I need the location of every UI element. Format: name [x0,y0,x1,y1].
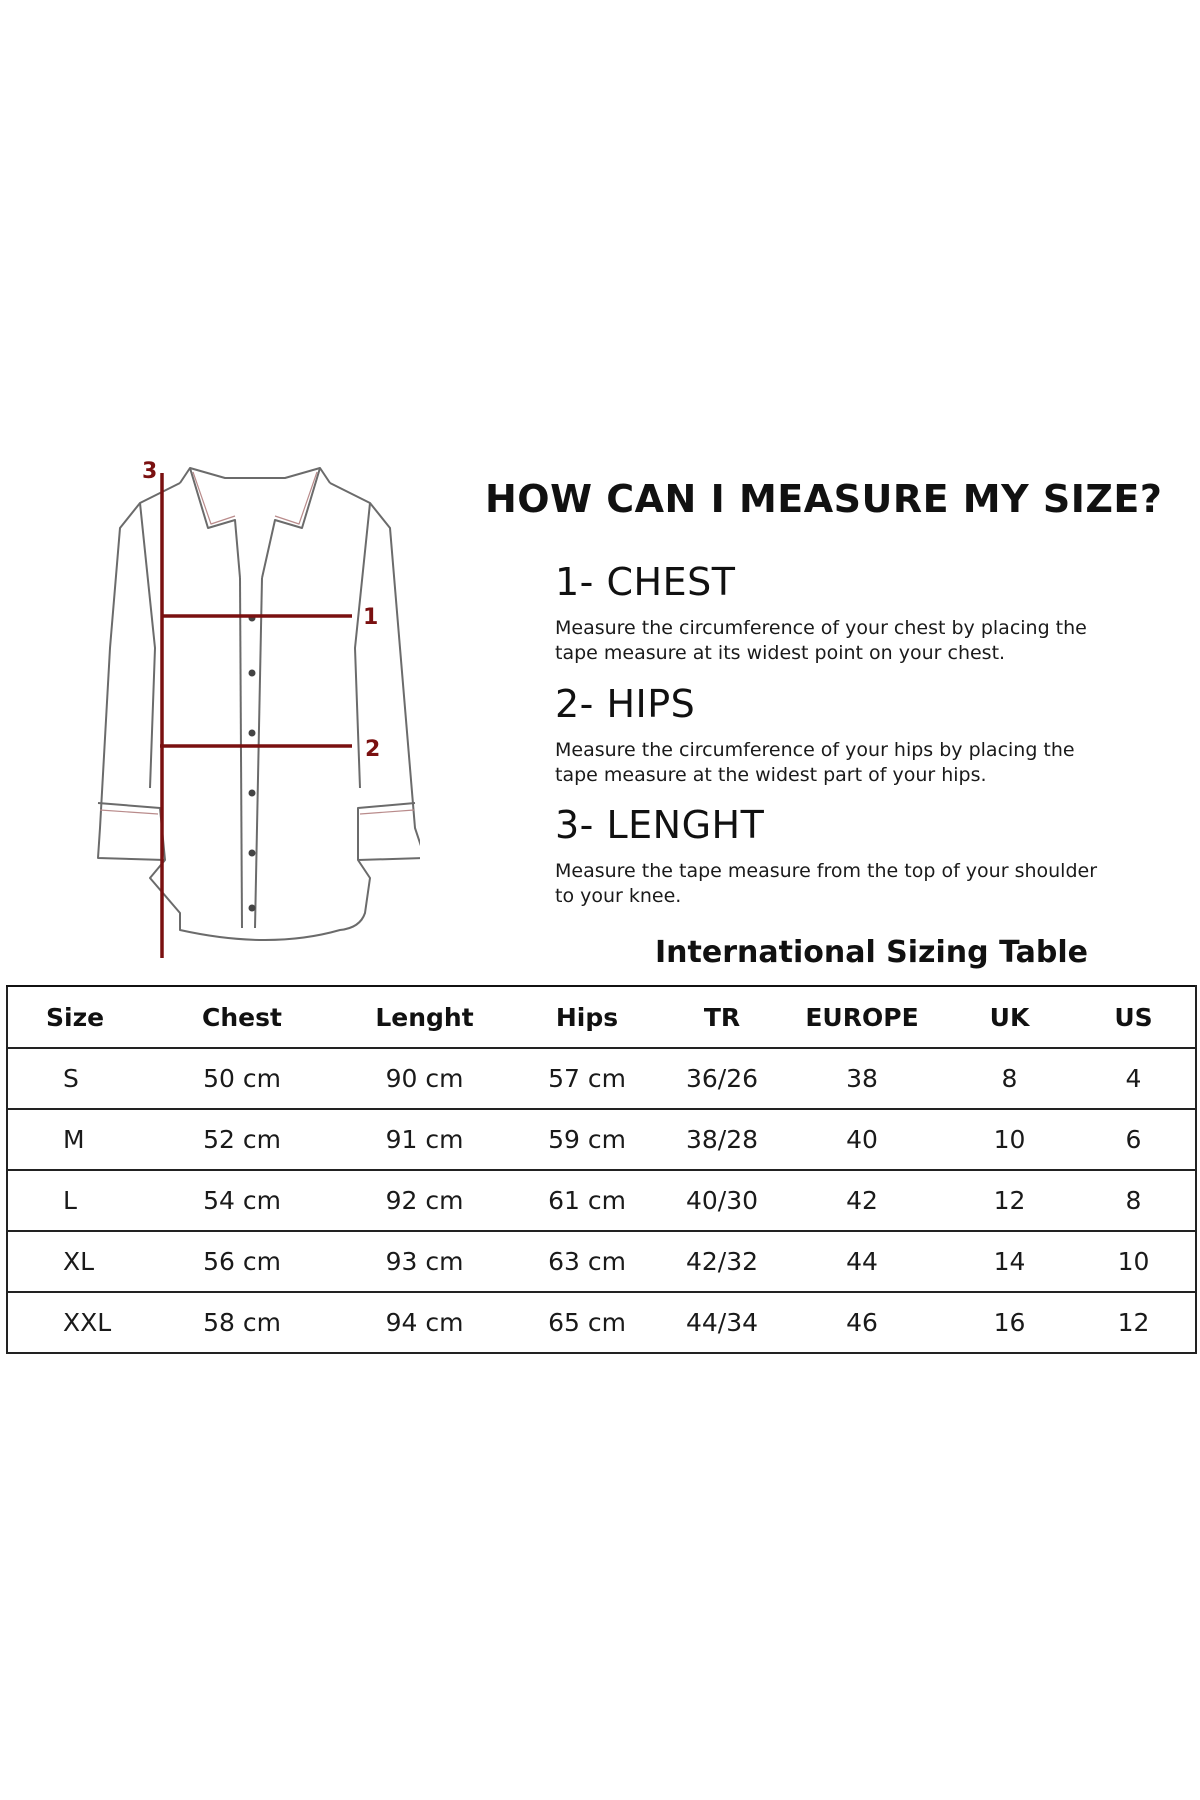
cell-uk: 10 [947,1109,1072,1170]
cell-europe: 38 [777,1048,947,1109]
cell-tr: 44/34 [667,1292,777,1353]
cell-length: 92 cm [342,1170,507,1231]
cell-tr: 36/26 [667,1048,777,1109]
cell-length: 91 cm [342,1109,507,1170]
cell-hips: 59 cm [507,1109,667,1170]
cell-chest: 54 cm [142,1170,342,1231]
table-row [7,1231,1196,1292]
cell-size: XL [7,1231,142,1292]
header-us: US [1072,986,1196,1048]
cell-chest: 52 cm [142,1109,342,1170]
cell-us: 6 [1072,1109,1196,1170]
header-hips: Hips [507,986,667,1048]
cell-hips: 61 cm [507,1170,667,1231]
chest-description: Measure the circumference of your chest by placing the tape measure at its widest point on your chest. [555,617,1087,664]
cell-europe: 46 [777,1292,947,1353]
chest-title: 1- CHEST [555,560,736,604]
cell-length: 90 cm [342,1048,507,1109]
cell-size: M [7,1109,142,1170]
sizing-table [6,985,1197,1354]
cell-europe: 44 [777,1231,947,1292]
cell-size: XXL [7,1292,142,1353]
header-tr: TR [667,986,777,1048]
header-uk: UK [947,986,1072,1048]
hips-section [555,682,1115,788]
marker-2-label: 2 [365,737,381,762]
cell-europe: 42 [777,1170,947,1231]
cell-tr: 40/30 [667,1170,777,1231]
sizing-table-title: International Sizing Table [655,935,1089,970]
cell-uk: 14 [947,1231,1072,1292]
cell-size: S [7,1048,142,1109]
cell-uk: 16 [947,1292,1072,1353]
cell-length: 93 cm [342,1231,507,1292]
table-row [7,1109,1196,1170]
cell-us: 10 [1072,1231,1196,1292]
hips-title: 2- HIPS [555,682,696,726]
header-length: Lenght [342,986,507,1048]
header-europe: EUROPE [777,986,947,1048]
cell-chest: 50 cm [142,1048,342,1109]
hips-description: Measure the circumference of your hips by placing the tape measure at the widest part of your hips. [555,739,1075,786]
length-section [555,803,1115,909]
cell-chest: 58 cm [142,1292,342,1353]
header-size: Size [7,986,142,1048]
table-header-row [7,986,1196,1048]
cell-us: 4 [1072,1048,1196,1109]
cell-uk: 8 [947,1048,1072,1109]
cell-tr: 38/28 [667,1109,777,1170]
table-row [7,1048,1196,1109]
header-chest: Chest [142,986,342,1048]
cell-europe: 40 [777,1109,947,1170]
cell-us: 8 [1072,1170,1196,1231]
page-title: HOW CAN I MEASURE MY SIZE? [485,477,1163,521]
length-title: 3- LENGHT [555,803,765,847]
cell-size: L [7,1170,142,1231]
length-description: Measure the tape measure from the top of your shoulder to your knee. [555,860,1098,907]
shirt-dress-illustration [80,458,420,978]
cell-uk: 12 [947,1170,1072,1231]
chest-section [555,560,1115,666]
cell-us: 12 [1072,1292,1196,1353]
shirt-dress-icon [80,458,420,978]
cell-tr: 42/32 [667,1231,777,1292]
cell-length: 94 cm [342,1292,507,1353]
cell-hips: 63 cm [507,1231,667,1292]
table-row [7,1292,1196,1353]
cell-chest: 56 cm [142,1231,342,1292]
table-row [7,1170,1196,1231]
cell-hips: 65 cm [507,1292,667,1353]
cell-hips: 57 cm [507,1048,667,1109]
marker-3-label: 3 [142,459,158,484]
marker-1-label: 1 [363,605,379,630]
